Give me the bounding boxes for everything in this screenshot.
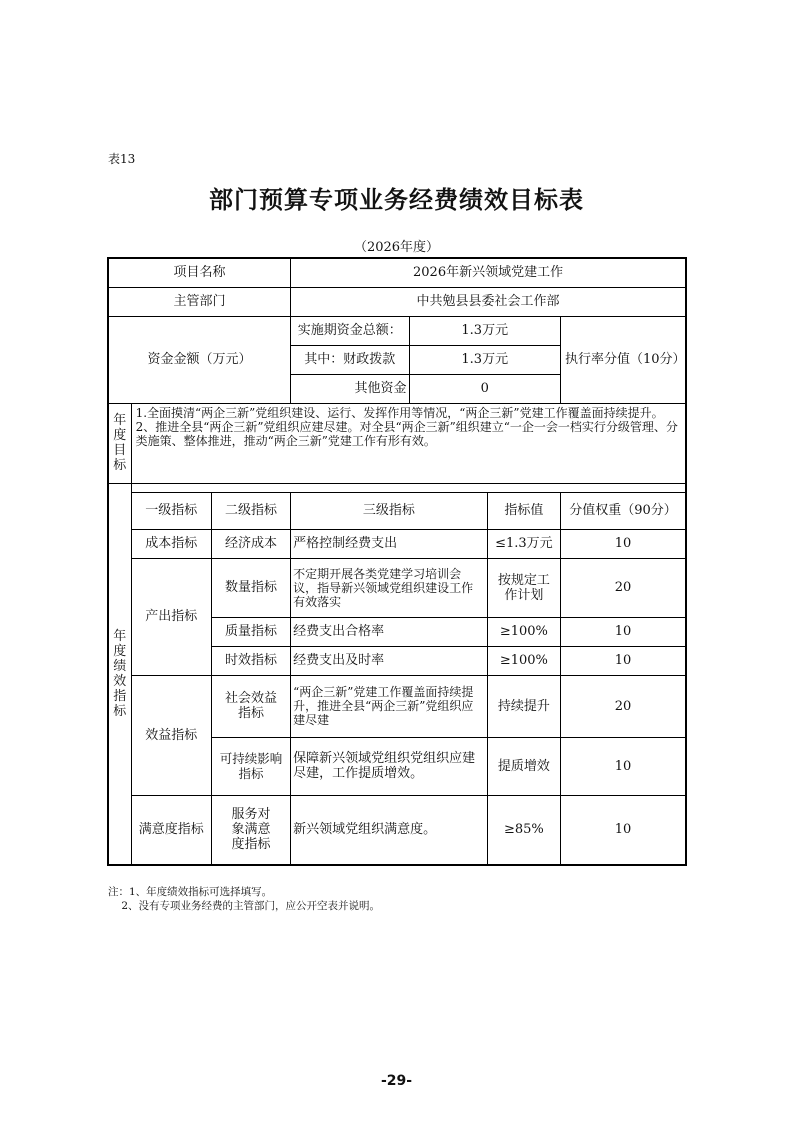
indicator-header-row [108, 492, 686, 529]
indicator-row [108, 675, 686, 737]
indicator-value: ≥100% [487, 617, 560, 646]
header-level2: 二级指标 [211, 492, 290, 529]
indicator-level3: 经费支出合格率 [291, 617, 488, 646]
header-level3: 三级指标 [291, 492, 488, 529]
annual-goal-label: 年度目标 [108, 403, 131, 483]
budget-year: （2026年度） [353, 240, 440, 255]
indicator-weight: 10 [561, 617, 687, 646]
indicator-level2: 服务对象满意度指标 [211, 795, 290, 865]
table-number: 表13 [108, 152, 136, 166]
dept-label: 主管部门 [108, 287, 291, 316]
funds-total-row [108, 316, 686, 345]
indicator-row [108, 795, 686, 865]
page-number: -29- [380, 1073, 413, 1089]
annual-goal-text: 1.全面摸清“两企三新”党组织建设、运行、发挥作用等情况，“两企三新”党建工作覆盖面持续提升。2、推进全县“两企三新”党组织应建尽建。对全县“两企三新”组织建立“一企一会一档实行分级管理、分类施策、整体推进，推动“两企三新”党建工作有形有效。 [131, 403, 686, 483]
footnote-2: 2、没有专项业务经费的主管部门，应公开空表并说明。 [108, 900, 381, 912]
indicator-level1: 满意度指标 [131, 795, 211, 865]
indicator-weight: 10 [561, 737, 687, 795]
indicator-level2: 社会效益指标 [211, 675, 290, 737]
indicator-row [108, 529, 686, 558]
indicator-value: 持续提升 [487, 675, 560, 737]
indicator-weight: 10 [561, 795, 687, 865]
dept-value: 中共勉县县委社会工作部 [291, 287, 686, 316]
footnotes [108, 885, 380, 913]
indicator-level2: 质量指标 [211, 617, 290, 646]
indicator-level2: 可持续影响指标 [211, 737, 290, 795]
indicator-level3: 保障新兴领域党组织党组织应建尽建，工作提质增效。 [291, 737, 488, 795]
spacer-row [108, 483, 686, 492]
indicator-level3: 经费支出及时率 [291, 646, 488, 675]
funds-other-label: 其他资金 [291, 374, 409, 403]
indicator-weight: 20 [561, 675, 687, 737]
indicator-weight: 20 [561, 558, 687, 617]
indicator-value: ≤1.3万元 [487, 529, 560, 558]
funds-fiscal-value: 1.3万元 [409, 345, 561, 374]
indicator-level2: 数量指标 [211, 558, 290, 617]
footnote-1: 注：1、年度绩效指标可选择填写。 [108, 886, 273, 898]
spacer-cell [131, 483, 686, 492]
project-name-row [108, 258, 686, 287]
indicator-level1: 成本指标 [131, 529, 211, 558]
indicator-level3: “两企三新”党建工作覆盖面持续提升，推进全县“两企三新”党组织应建尽建 [291, 675, 488, 737]
funds-label: 资金金额（万元） [108, 316, 291, 403]
indicator-weight: 10 [561, 529, 687, 558]
funds-total-value: 1.3万元 [409, 316, 561, 345]
header-weight: 分值权重（90分） [561, 492, 687, 529]
indicator-row [108, 558, 686, 617]
project-name-value: 2026年新兴领域党建工作 [291, 258, 686, 287]
indicator-weight: 10 [561, 646, 687, 675]
header-level1: 一级指标 [131, 492, 211, 529]
indicator-value: ≥85% [487, 795, 560, 865]
header-value: 指标值 [487, 492, 560, 529]
project-name-label: 项目名称 [108, 258, 291, 287]
annual-goal-row [108, 403, 686, 483]
indicator-value: 提质增效 [487, 737, 560, 795]
indicator-level2: 时效指标 [211, 646, 290, 675]
performance-target-table [107, 257, 687, 866]
dept-row [108, 287, 686, 316]
funds-fiscal-label: 其中：财政拨款 [291, 345, 409, 374]
indicator-level3: 新兴领域党组织满意度。 [291, 795, 488, 865]
indicator-section-label: 年度绩效指标 [108, 483, 131, 865]
exec-rate-label: 执行率分值（10分） [561, 316, 687, 403]
funds-total-label: 实施期资金总额： [291, 316, 409, 345]
indicator-value: 按规定工作计划 [487, 558, 560, 617]
indicator-value: ≥100% [487, 646, 560, 675]
indicator-level3: 严格控制经费支出 [291, 529, 488, 558]
indicator-level3: 不定期开展各类党建学习培训会议，指导新兴领域党组织建设工作有效落实 [291, 558, 488, 617]
indicator-level1: 产出指标 [131, 558, 211, 675]
funds-other-value: 0 [409, 374, 561, 403]
indicator-level1: 效益指标 [131, 675, 211, 795]
indicator-level2: 经济成本 [211, 529, 290, 558]
page-title: 部门预算专项业务经费绩效目标表 [209, 186, 584, 214]
